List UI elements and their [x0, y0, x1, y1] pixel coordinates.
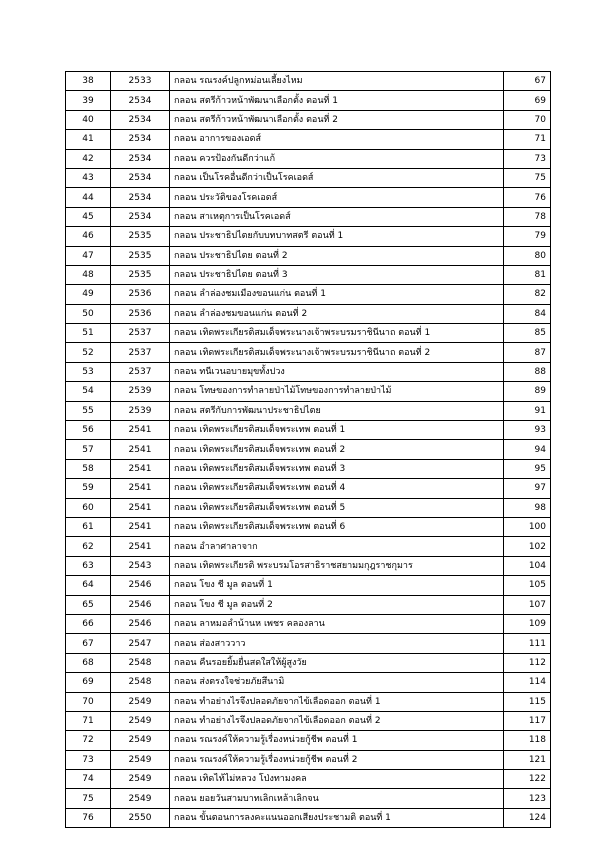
table-row [66, 343, 551, 362]
entry-title: กลอน เป็นโรคอื่นดีกว่าเป็นโรคเอดส์ [170, 168, 504, 187]
entry-year: 2537 [111, 324, 170, 343]
entry-year: 2536 [111, 304, 170, 323]
table-row [66, 673, 551, 692]
table-row [66, 440, 551, 459]
table-row [66, 227, 551, 246]
entry-page: 67 [504, 72, 551, 91]
entry-year: 2546 [111, 595, 170, 614]
entry-page: 114 [504, 673, 551, 692]
entry-title: กลอน สตรีก้าวหน้าพัฒนาเลือกตั้ง ตอนที่ 2 [170, 110, 504, 129]
entry-year: 2541 [111, 537, 170, 556]
table-row [66, 576, 551, 595]
entry-year: 2548 [111, 653, 170, 672]
entry-number: 69 [66, 673, 111, 692]
entry-title: กลอน คืนรอยยิ้มยื่นสดใสให้ผู้สูงวัย [170, 653, 504, 672]
entry-number: 64 [66, 576, 111, 595]
entry-title: กลอน ทนีเวนอบายมุขทั้งปวง [170, 362, 504, 381]
entry-page: 112 [504, 653, 551, 672]
entry-number: 46 [66, 227, 111, 246]
entry-page: 89 [504, 382, 551, 401]
entry-title: กลอน รณรงค์ให้ความรู้เรื่องหน่วยกู้ชีพ ตอนที่ 1 [170, 731, 504, 750]
table-row [66, 770, 551, 789]
entry-page: 73 [504, 149, 551, 168]
entry-page: 71 [504, 130, 551, 149]
entry-title: กลอน ขั้นตอนการลงคะแนนออกเสียงประชามติ ตอนที่ 1 [170, 808, 504, 827]
table-row [66, 498, 551, 517]
entry-number: 60 [66, 498, 111, 517]
entry-year: 2535 [111, 246, 170, 265]
entry-page: 93 [504, 421, 551, 440]
entry-year: 2539 [111, 401, 170, 420]
entry-title: กลอน เทิดพระเกียรติสมเด็จพระนางเจ้าพระบรมราชินีนาถ ตอนที่ 1 [170, 324, 504, 343]
entry-page: 70 [504, 110, 551, 129]
entry-page: 105 [504, 576, 551, 595]
entry-year: 2549 [111, 789, 170, 808]
table-row [66, 459, 551, 478]
entry-number: 71 [66, 711, 111, 730]
table-row [66, 91, 551, 110]
entry-title: กลอน ทำอย่างไรจึงปลอดภัยจากไข้เลือดออก ตอนที่ 1 [170, 692, 504, 711]
entry-title: กลอน ลำล่องชมเมืองขอนแก่น ตอนที่ 1 [170, 285, 504, 304]
table-row [66, 731, 551, 750]
table-row [66, 634, 551, 653]
entry-title: กลอน อำลาศาลาจาก [170, 537, 504, 556]
entry-number: 59 [66, 479, 111, 498]
table-row [66, 401, 551, 420]
entry-year: 2546 [111, 576, 170, 595]
entry-year: 2546 [111, 614, 170, 633]
entry-page: 82 [504, 285, 551, 304]
entry-number: 53 [66, 362, 111, 381]
entry-title: กลอน ประชาธิปไตยกับบทบาทสตรี ตอนที่ 1 [170, 227, 504, 246]
table-row [66, 595, 551, 614]
table-row [66, 207, 551, 226]
entry-number: 43 [66, 168, 111, 187]
entry-title: กลอน ควรป้องกันดีกว่าแก้ [170, 149, 504, 168]
entry-page: 76 [504, 188, 551, 207]
entry-title: กลอน โขง ชี มูล ตอนที่ 2 [170, 595, 504, 614]
entry-page: 95 [504, 459, 551, 478]
table-row [66, 304, 551, 323]
entry-year: 2536 [111, 285, 170, 304]
entry-year: 2541 [111, 459, 170, 478]
entry-year: 2541 [111, 479, 170, 498]
entry-year: 2535 [111, 227, 170, 246]
entry-title: กลอน อาการของเอดส์ [170, 130, 504, 149]
entry-year: 2534 [111, 110, 170, 129]
table-row [66, 324, 551, 343]
entry-page: 88 [504, 362, 551, 381]
entry-number: 51 [66, 324, 111, 343]
table-row [66, 711, 551, 730]
entry-number: 41 [66, 130, 111, 149]
entry-page: 109 [504, 614, 551, 633]
entry-page: 118 [504, 731, 551, 750]
index-table-body [66, 72, 551, 828]
entry-title: กลอน เทิดพระเกียรติสมเด็จพระเทพ ตอนที่ 5 [170, 498, 504, 517]
entry-year: 2534 [111, 149, 170, 168]
entry-title: กลอน เทิดพระเกียรติสมเด็จพระเทพ ตอนที่ 1 [170, 421, 504, 440]
table-row [66, 653, 551, 672]
entry-title: กลอน รณรงค์ปลูกหม่อนเลี้ยงไหม [170, 72, 504, 91]
entry-year: 2535 [111, 265, 170, 284]
entry-page: 123 [504, 789, 551, 808]
entry-year: 2534 [111, 91, 170, 110]
entry-number: 44 [66, 188, 111, 207]
entry-number: 70 [66, 692, 111, 711]
entry-page: 102 [504, 537, 551, 556]
entry-page: 81 [504, 265, 551, 284]
entry-title: กลอน รณรงค์ให้ความรู้เรื่องหน่วยกู้ชีพ ตอนที่ 2 [170, 750, 504, 769]
entry-page: 80 [504, 246, 551, 265]
entry-year: 2534 [111, 188, 170, 207]
table-row [66, 246, 551, 265]
entry-number: 75 [66, 789, 111, 808]
entry-year: 2534 [111, 130, 170, 149]
entry-title: กลอน ลาหมอลำน้านห เพชร คลองลาน [170, 614, 504, 633]
entry-title: กลอน เทิดพระเกียรติ พระบรมโอรสาธิราชสยามมกุฎราชกุมาร [170, 556, 504, 575]
entry-page: 98 [504, 498, 551, 517]
entry-page: 122 [504, 770, 551, 789]
entry-title: กลอน เทิดพระเกียรติสมเด็จพระเทพ ตอนที่ 6 [170, 517, 504, 536]
entry-page: 107 [504, 595, 551, 614]
entry-page: 117 [504, 711, 551, 730]
entry-page: 79 [504, 227, 551, 246]
entry-title: กลอน ยอยวันสามบาทเลิกเหล้าเลิกจน [170, 789, 504, 808]
entry-year: 2534 [111, 168, 170, 187]
entry-number: 72 [66, 731, 111, 750]
entry-page: 69 [504, 91, 551, 110]
entry-title: กลอน ส่องสาววาว [170, 634, 504, 653]
entry-title: กลอน เทิดพระเกียรติสมเด็จพระเทพ ตอนที่ 4 [170, 479, 504, 498]
entry-year: 2549 [111, 731, 170, 750]
entry-number: 67 [66, 634, 111, 653]
table-row [66, 556, 551, 575]
table-row [66, 265, 551, 284]
entry-page: 97 [504, 479, 551, 498]
entry-number: 50 [66, 304, 111, 323]
table-row [66, 72, 551, 91]
entry-title: กลอน สาเหตุการเป็นโรคเอดส์ [170, 207, 504, 226]
entry-title: กลอน ส่งตรงใจช่วยภัยสึนามิ [170, 673, 504, 692]
entry-number: 48 [66, 265, 111, 284]
entry-number: 55 [66, 401, 111, 420]
entry-number: 52 [66, 343, 111, 362]
entry-number: 40 [66, 110, 111, 129]
entry-year: 2541 [111, 440, 170, 459]
entry-number: 58 [66, 459, 111, 478]
entry-title: กลอน ประชาธิปไตย ตอนที่ 2 [170, 246, 504, 265]
table-row [66, 362, 551, 381]
entry-number: 39 [66, 91, 111, 110]
table-row [66, 149, 551, 168]
entry-year: 2541 [111, 517, 170, 536]
entry-year: 2541 [111, 498, 170, 517]
entry-number: 38 [66, 72, 111, 91]
entry-year: 2549 [111, 711, 170, 730]
entry-title: กลอน ทำอย่างไรจึงปลอดภัยจากไข้เลือดออก ตอนที่ 2 [170, 711, 504, 730]
entry-year: 2549 [111, 692, 170, 711]
entry-number: 49 [66, 285, 111, 304]
entry-number: 76 [66, 808, 111, 827]
entry-page: 84 [504, 304, 551, 323]
table-row [66, 110, 551, 129]
table-row [66, 537, 551, 556]
table-row [66, 285, 551, 304]
entry-page: 87 [504, 343, 551, 362]
entry-year: 2537 [111, 362, 170, 381]
table-row [66, 188, 551, 207]
entry-number: 47 [66, 246, 111, 265]
table-row [66, 808, 551, 827]
entry-number: 74 [66, 770, 111, 789]
entry-number: 45 [66, 207, 111, 226]
entry-title: กลอน เทิดพระเกียรติสมเด็จพระนางเจ้าพระบรมราชินีนาถ ตอนที่ 2 [170, 343, 504, 362]
entry-title: กลอน เทิดไท้ไม่หลวง โป่งทามงคล [170, 770, 504, 789]
entry-year: 2547 [111, 634, 170, 653]
entry-title: กลอน โทษของการทำลายป่าไม้โทษของการทำลายป่าไม้ [170, 382, 504, 401]
table-row [66, 130, 551, 149]
entry-number: 61 [66, 517, 111, 536]
entry-page: 78 [504, 207, 551, 226]
entry-title: กลอน เทิดพระเกียรติสมเด็จพระเทพ ตอนที่ 3 [170, 459, 504, 478]
entry-page: 124 [504, 808, 551, 827]
table-row [66, 168, 551, 187]
entry-number: 62 [66, 537, 111, 556]
entry-number: 57 [66, 440, 111, 459]
entry-title: กลอน ประชาธิปไตย ตอนที่ 3 [170, 265, 504, 284]
entry-year: 2537 [111, 343, 170, 362]
entry-page: 100 [504, 517, 551, 536]
entry-number: 65 [66, 595, 111, 614]
entry-page: 85 [504, 324, 551, 343]
entry-title: กลอน ประวัติของโรคเอดส์ [170, 188, 504, 207]
index-table [65, 71, 551, 828]
entry-year: 2550 [111, 808, 170, 827]
entry-title: กลอน ลำล่องชมขอนแก่น ตอนที่ 2 [170, 304, 504, 323]
entry-page: 121 [504, 750, 551, 769]
entry-number: 56 [66, 421, 111, 440]
entry-number: 42 [66, 149, 111, 168]
table-row [66, 421, 551, 440]
entry-year: 2549 [111, 750, 170, 769]
table-row [66, 517, 551, 536]
entry-number: 54 [66, 382, 111, 401]
entry-title: กลอน สตรีก้าวหน้าพัฒนาเลือกตั้ง ตอนที่ 1 [170, 91, 504, 110]
entry-year: 2541 [111, 421, 170, 440]
entry-number: 73 [66, 750, 111, 769]
entry-title: กลอน เทิดพระเกียรติสมเด็จพระเทพ ตอนที่ 2 [170, 440, 504, 459]
table-row [66, 750, 551, 769]
table-row [66, 479, 551, 498]
entry-year: 2543 [111, 556, 170, 575]
table-row [66, 614, 551, 633]
table-row [66, 692, 551, 711]
table-row [66, 382, 551, 401]
entry-page: 94 [504, 440, 551, 459]
entry-year: 2548 [111, 673, 170, 692]
entry-year: 2549 [111, 770, 170, 789]
entry-title: กลอน สตรีกับการพัฒนาประชาธิปไตย [170, 401, 504, 420]
entry-page: 115 [504, 692, 551, 711]
entry-page: 111 [504, 634, 551, 653]
entry-number: 68 [66, 653, 111, 672]
entry-page: 91 [504, 401, 551, 420]
entry-year: 2533 [111, 72, 170, 91]
table-row [66, 789, 551, 808]
entry-number: 66 [66, 614, 111, 633]
entry-year: 2539 [111, 382, 170, 401]
entry-year: 2534 [111, 207, 170, 226]
entry-title: กลอน โขง ชี มูล ตอนที่ 1 [170, 576, 504, 595]
entry-page: 104 [504, 556, 551, 575]
entry-number: 63 [66, 556, 111, 575]
entry-page: 75 [504, 168, 551, 187]
